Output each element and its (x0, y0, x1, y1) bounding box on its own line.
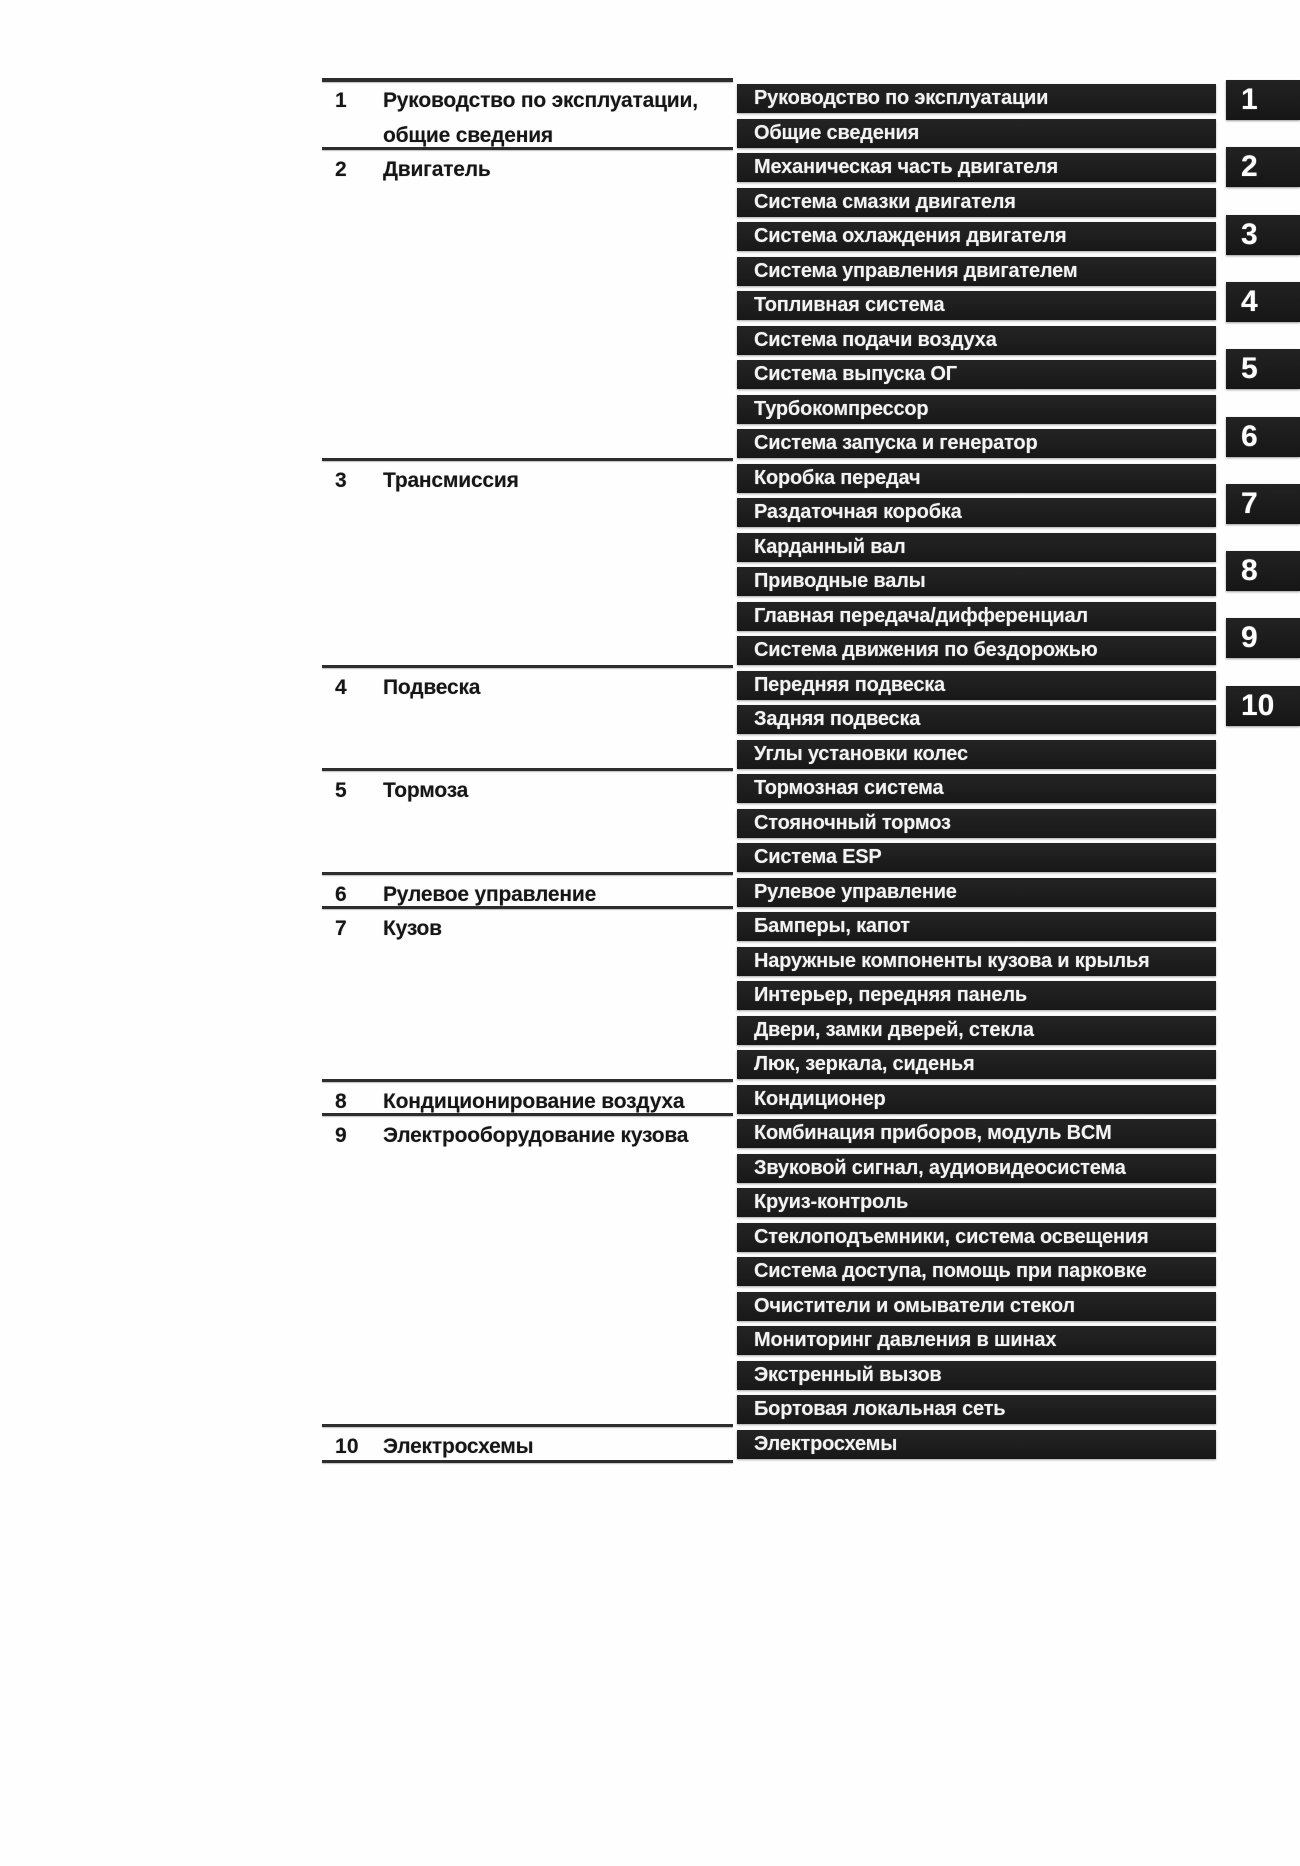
section-divider-line (322, 1079, 733, 1082)
chapter-bar: Бамперы, капот (737, 912, 1216, 941)
chapter-bar: Система выпуска ОГ (737, 360, 1216, 389)
section-divider-line (322, 1424, 733, 1427)
chapter-bar: Бортовая локальная сеть (737, 1395, 1216, 1424)
chapter-bar: Электросхемы (737, 1430, 1216, 1459)
side-tab: 5 (1226, 349, 1300, 389)
section-label-line: Руководство по эксплуатации, (383, 89, 698, 112)
chapter-bar: Мониторинг давления в шинах (737, 1326, 1216, 1355)
section-number: 3 (335, 468, 347, 492)
chapter-bar: Передняя подвеска (737, 671, 1216, 700)
section-number: 5 (335, 779, 347, 802)
chapter-bar: Комбинация приборов, модуль BCM (737, 1119, 1216, 1148)
section-label-line: Электрооборудование кузова (383, 1124, 689, 1147)
section-number: 10 (335, 1434, 359, 1458)
section-number: 2 (335, 158, 347, 181)
chapter-bar: Стеклоподъемники, система освещения (737, 1223, 1216, 1252)
section-number: 9 (335, 1124, 347, 1147)
chapter-bar: Звуковой сигнал, аудиовидеосистема (737, 1154, 1216, 1183)
chapter-bar: Общие сведения (737, 119, 1216, 148)
chapter-bar: Топливная система (737, 291, 1216, 320)
chapter-bar: Двери, замки дверей, стекла (737, 1016, 1216, 1045)
section-divider-line (322, 458, 733, 461)
chapter-bar: Турбокомпрессор (737, 395, 1216, 424)
chapter-bar: Очистители и омыватели стекол (737, 1292, 1216, 1321)
chapter-bar: Стояночный тормоз (737, 809, 1216, 838)
section-label-line: общие сведения (383, 123, 553, 147)
chapter-bar: Система ESP (737, 843, 1216, 872)
section-label-line: Двигатель (383, 158, 491, 181)
chapter-bar: Система запуска и генератор (737, 429, 1216, 458)
chapter-bar: Система движения по бездорожью (737, 636, 1216, 665)
section-label-line: Тормоза (383, 779, 469, 802)
section-label-line: Кузов (383, 917, 442, 940)
section-divider-line (322, 147, 733, 150)
chapter-bar: Система подачи воздуха (737, 326, 1216, 355)
chapter-bar: Рулевое управление (737, 878, 1216, 907)
side-tab: 1 (1226, 80, 1300, 120)
section-number: 6 (335, 882, 347, 906)
section-divider-line (322, 1113, 733, 1116)
chapter-bar: Коробка передач (737, 464, 1216, 493)
chapter-bar: Главная передача/дифференциал (737, 602, 1216, 631)
chapter-bar: Круиз-контроль (737, 1188, 1216, 1217)
section-label-line: Рулевое управление (383, 882, 597, 906)
chapter-bar: Углы установки колес (737, 740, 1216, 769)
chapter-bar: Наружные компоненты кузова и крылья (737, 947, 1216, 976)
chapter-bar: Экстренный вызов (737, 1361, 1216, 1390)
section-divider-line (322, 665, 733, 668)
section-divider-line (322, 768, 733, 771)
side-tab: 10 (1226, 686, 1300, 726)
section-divider-line (322, 872, 733, 875)
section-label-line: Кондиционирование воздуха (383, 1089, 685, 1113)
side-tab: 7 (1226, 484, 1300, 524)
section-number: 1 (335, 89, 347, 112)
chapter-bar: Карданный вал (737, 533, 1216, 562)
chapter-bar: Задняя подвеска (737, 705, 1216, 734)
chapter-bar: Система доступа, помощь при парковке (737, 1257, 1216, 1286)
section-divider-line (322, 78, 733, 82)
chapter-bar: Кондиционер (737, 1085, 1216, 1114)
chapter-bar: Раздаточная коробка (737, 498, 1216, 527)
chapter-bar: Люк, зеркала, сиденья (737, 1050, 1216, 1079)
chapter-bar: Система охлаждения двигателя (737, 222, 1216, 251)
side-tab: 3 (1226, 215, 1300, 255)
bottom-divider-line (322, 1460, 733, 1463)
chapter-bar: Руководство по эксплуатации (737, 84, 1216, 113)
section-number: 4 (335, 675, 347, 699)
chapter-bar: Механическая часть двигателя (737, 153, 1216, 182)
side-tab: 9 (1226, 618, 1300, 658)
section-label-line: Электросхемы (383, 1434, 534, 1458)
section-label-line: Трансмиссия (383, 468, 519, 492)
side-tab: 2 (1226, 147, 1300, 187)
chapter-bar: Система смазки двигателя (737, 188, 1216, 217)
chapter-bar: Приводные валы (737, 567, 1216, 596)
section-label-line: Подвеска (383, 675, 481, 699)
side-tab: 8 (1226, 551, 1300, 591)
side-tab: 4 (1226, 282, 1300, 322)
section-divider-line (322, 906, 733, 909)
chapter-bar: Интерьер, передняя панель (737, 981, 1216, 1010)
section-number: 7 (335, 917, 347, 940)
section-number: 8 (335, 1089, 347, 1113)
chapter-bar: Система управления двигателем (737, 257, 1216, 286)
chapter-bar: Тормозная система (737, 774, 1216, 803)
side-tab: 6 (1226, 417, 1300, 457)
